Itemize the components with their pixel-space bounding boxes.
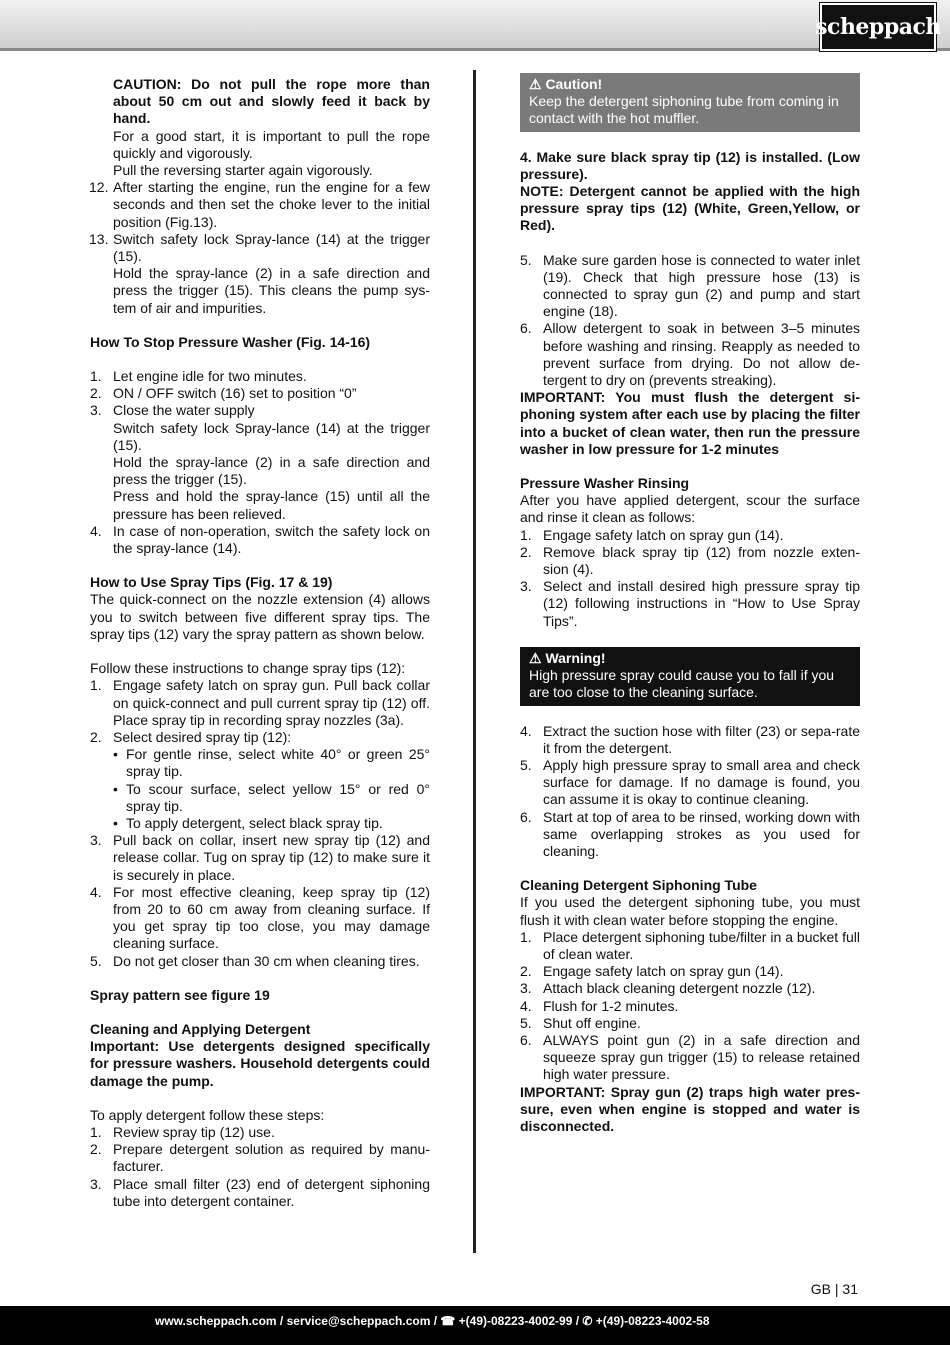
list-item: 3. Attach black cleaning detergent nozzle (12). [520,980,816,997]
left-column [90,76,430,1210]
list-item: 12. After starting the engine, run the engine for a few seconds and then set the choke lever to the initial position (Fig.13). [89,179,430,230]
stop3-hold: Hold the spray-lance (2) in a safe direction and press the trigger (15). [113,454,430,488]
list-item: 2. ON / OFF switch (16) set to position “0” [90,385,357,402]
stop-steps-list [90,368,430,420]
important-flush: IMPORTANT: You must flush the detergent si-phoning system after each use by placing the filter into a bucket of clean water, then run the pressure washer in low pressure for 1-2 minutes [520,389,860,457]
stop-heading: How To Stop Pressure Washer (Fig. 14-16) [90,333,371,350]
list-item: 6. ALWAYS point gun (2) in a safe direction and squeeze spray gun trigger (15) to release retained high water pressure. [520,1031,860,1083]
list-item: 5. Do not get closer than 30 cm when cleaning tires. [90,952,420,969]
warning-box [520,647,860,706]
brand-logo: scheppach [820,3,936,51]
caution-intro: CAUTION: Do not pull the rope more than about 50 cm out and slowly feed it back by hand. [113,76,430,127]
column-divider [473,70,476,1253]
warning-box-title: ⚠ Warning! [529,649,606,666]
footer-contact: www.scheppach.com / service@scheppach.com / ☎ +(49)-08223-4002-99 / ✆ +(49)-08223-4002-58 [155,1314,710,1328]
list-item: 1. Engage safety latch on spray gun (14). [520,526,784,543]
list-item: 4. Flush for 1-2 minutes. [520,997,679,1014]
stop3-switch: Switch safety lock Spray-lance (14) at the trigger (15). [113,419,430,453]
list-item: 3. Place small filter (23) end of detergent siphoning tube into detergent container. [90,1175,430,1209]
important-gun: IMPORTANT: Spray gun (2) traps high water pres-sure, even when engine is stopped and water is disconnected. [520,1083,860,1134]
list-item: 2. Prepare detergent solution as required by manu-facturer. [90,1141,430,1175]
warning-box-text: High pressure spray could cause you to fall if you are too close to the cleaning surface. [529,667,835,701]
footer-bar [0,1306,950,1345]
list-item: 5. Apply high pressure spray to small area and check surface for damage. If no damage is found, you can assume it is okay to continue cleaning. [520,756,860,808]
list-item: 5. Make sure garden hose is connected to water inlet (19). Check that high pressure hose (13) is connected to spray gun (2) and pump and start engine (18). [520,251,860,320]
list-item: 6. Start at top of area to be rinsed, working down with same overlapping strokes as you used for cleaning. [520,808,860,859]
list-item: 6. Allow detergent to soak in between 3–5 minutes before washing and rinsing. Reapply as needed to prevent surface from drying. Do not allow de-tergent to dry on (prevents streaking). [520,320,860,389]
detergent-intro: To apply detergent follow these steps: [90,1106,325,1123]
list-item: 1. Review spray tip (12) use. [90,1123,275,1140]
list-item: 5. Shut off engine. [520,1014,641,1031]
header-bar [0,0,950,51]
step4-text: 4. Make sure black spray tip (12) is installed. (Low pressure). [520,148,860,182]
rinse-intro: After you have applied detergent, scour the surface and rinse it clean as follows: [520,492,860,526]
right-column [520,73,860,1135]
list-item: 4. In case of non-operation, switch the safety lock on the spray-lance (14). [90,522,430,557]
list-item: 1. Let engine idle for two minutes. [90,368,307,385]
siphon-heading: Cleaning Detergent Siphoning Tube [520,877,757,894]
list-item: 2. Select desired spray tip (12): [90,728,292,745]
list-item: 2. Engage safety latch on spray gun (14). [520,963,784,980]
good-start-text: For a good start, it is important to pull the rope quickly and vigorously. [113,127,430,161]
list-item: 3. Close the water supply [90,402,255,419]
stop3-press: Press and hold the spray-lance (15) until all the pressure has been relieved. [113,488,430,522]
detergent-important: Important: Use detergents designed specifically for pressure washers. Household detergents could damage the pump. [90,1038,430,1089]
note-text: NOTE: Detergent cannot be applied with the high pressure spray tips (12) (White, Green,Yellow, or Red). [520,183,860,234]
tips-follow: Follow these instructions to change spray tips (12): [90,660,406,677]
bullet-item: • To scour surface, select yellow 15° or red 0° spray tip. [113,780,430,814]
detergent-heading: Cleaning and Applying Detergent [90,1020,311,1037]
list-item: 4. Extract the suction hose with filter (23) or sepa-rate it from the detergent. [520,722,860,756]
list-item: 13. Switch safety lock Spray-lance (14) at the trigger (15). [89,230,430,265]
page-number: GB | 31 [810,1281,858,1297]
list-item: 1. Place detergent siphoning tube/filter in a bucket full of clean water. [520,928,860,962]
tips-intro: The quick-connect on the nozzle extension (4) allows you to switch between five different spray tips. The spray tips (12) vary the spray pattern as shown below. [90,591,430,642]
list-item: 3. Select and install desired high pressure spray tip (12) following instructions in “How to Use Spray Tips”. [520,578,860,629]
list-item: 4. For most effective cleaning, keep spray tip (12) from 20 to 60 cm away from cleaning surface. If you get spray tip too close, you may damage cleaning surface. [90,883,430,952]
spray-pattern-note: Spray pattern see figure 19 [90,986,270,1003]
caution-box-title: ⚠ Caution! [529,76,603,92]
tips-heading: How to Use Spray Tips (Fig. 17 & 19) [90,574,333,591]
bullet-item: • To apply detergent, select black spray tip. [113,814,383,831]
list-item: 2. Remove black spray tip (12) from nozzle exten-sion (4). [520,543,860,578]
list-item: 1. Engage safety latch on spray gun. Pull back collar on quick-connect and pull current spray tip (12) off. Place spray tip in recording spray nozzles (3a). [90,677,430,728]
pull-again-text: Pull the reversing starter again vigorously. [113,162,373,179]
list-item: 3. Pull back on collar, insert new spray tip (12) and release collar. Tug on spray tip (12) to make sure it is securely in place. [90,832,430,883]
caution-box [520,73,860,132]
rinse-heading: Pressure Washer Rinsing [520,475,690,492]
bullet-item: • For gentle rinse, select white 40° or green 25° spray tip. [113,746,430,780]
caution-box-text: Keep the detergent siphoning tube from coming in contact with the hot muffler. [529,93,839,127]
siphon-intro: If you used the detergent siphoning tube, you must flush it with clean water before stopping the engine. [520,894,860,928]
step13-continued: Hold the spray-lance (2) in a safe direction and press the trigger (15). This cleans the pump sys-tem of air and impurities. [113,265,430,316]
